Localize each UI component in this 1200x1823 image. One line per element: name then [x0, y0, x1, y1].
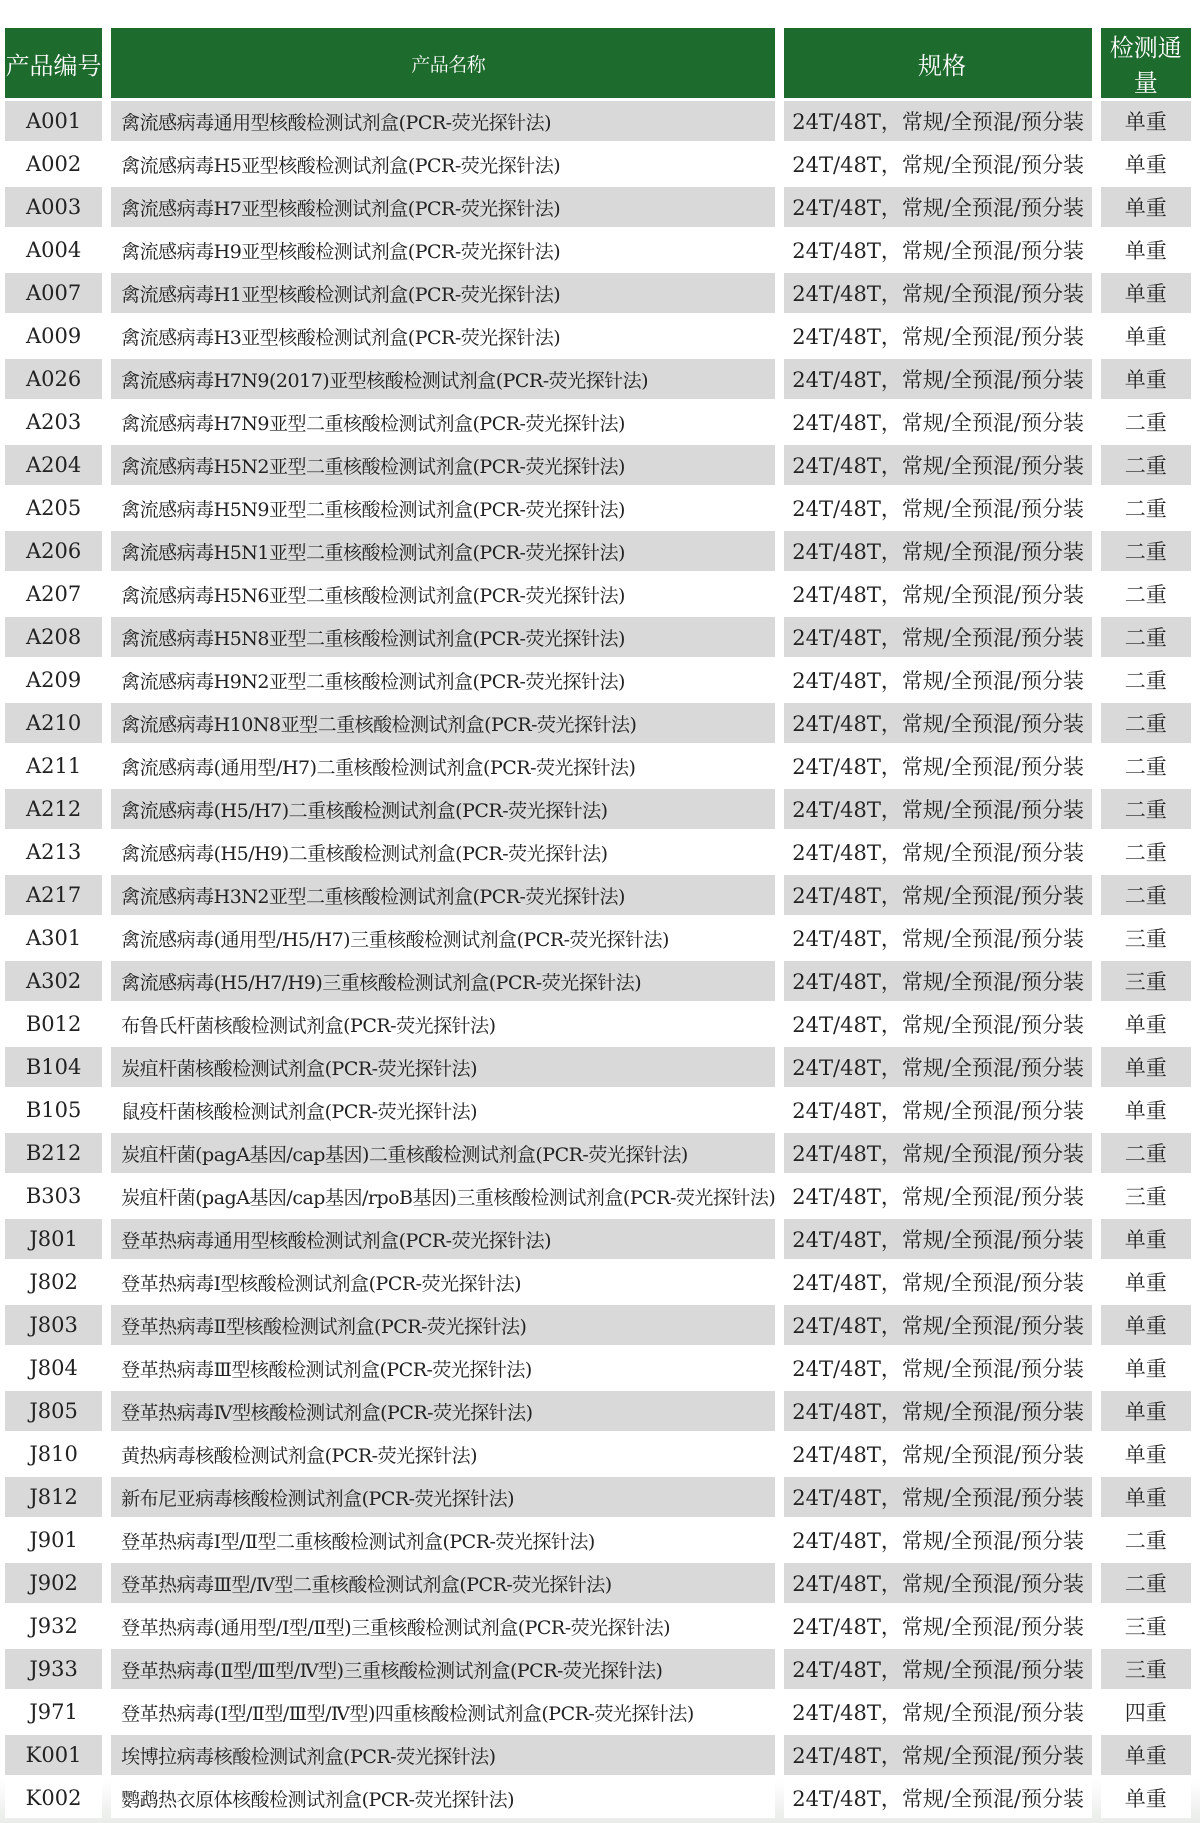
cell-product-code: A001 [5, 101, 102, 141]
cell-product-code: J902 [5, 1563, 102, 1603]
cell-product-name: 埃博拉病毒核酸检测试剂盒(PCR-荧光探针法) [111, 1735, 775, 1775]
table-row [5, 617, 1191, 657]
cell-throughput: 二重 [1101, 531, 1191, 571]
cell-specification: 24T/48T，常规/全预混/预分装 [784, 918, 1091, 958]
cell-product-code: J804 [5, 1348, 102, 1388]
cell-product-code: A213 [5, 832, 102, 872]
cell-product-code: A007 [5, 273, 102, 313]
cell-product-code: A212 [5, 789, 102, 829]
table-body [5, 101, 1191, 1818]
cell-throughput: 二重 [1101, 617, 1191, 657]
product-table [0, 25, 1200, 1821]
table-row [5, 1305, 1191, 1345]
header-product-name: 产品名称 [111, 28, 775, 98]
cell-specification: 24T/48T，常规/全预混/预分装 [784, 531, 1091, 571]
cell-product-name: 禽流感病毒(H5/H9)二重核酸检测试剂盒(PCR-荧光探针法) [111, 832, 775, 872]
cell-specification: 24T/48T，常规/全预混/预分装 [784, 1520, 1091, 1560]
table-row [5, 961, 1191, 1001]
table-row [5, 1047, 1191, 1087]
cell-specification: 24T/48T，常规/全预混/预分装 [784, 402, 1091, 442]
table-row [5, 789, 1191, 829]
cell-specification: 24T/48T，常规/全预混/预分装 [784, 359, 1091, 399]
cell-throughput: 单重 [1101, 1434, 1191, 1474]
cell-product-code: A217 [5, 875, 102, 915]
cell-throughput: 单重 [1101, 144, 1191, 184]
cell-product-name: 登革热病毒Ⅱ型核酸检测试剂盒(PCR-荧光探针法) [111, 1305, 775, 1345]
cell-specification: 24T/48T，常规/全预混/预分装 [784, 1606, 1091, 1646]
cell-product-code: J932 [5, 1606, 102, 1646]
table-row [5, 918, 1191, 958]
cell-specification: 24T/48T，常规/全预混/预分装 [784, 1434, 1091, 1474]
cell-throughput: 二重 [1101, 660, 1191, 700]
cell-throughput: 三重 [1101, 1649, 1191, 1689]
cell-throughput: 单重 [1101, 316, 1191, 356]
cell-throughput: 单重 [1101, 1305, 1191, 1345]
cell-throughput: 二重 [1101, 574, 1191, 614]
cell-product-name: 禽流感病毒H7N9(2017)亚型核酸检测试剂盒(PCR-荧光探针法) [111, 359, 775, 399]
cell-specification: 24T/48T，常规/全预混/预分装 [784, 1477, 1091, 1517]
cell-throughput: 单重 [1101, 101, 1191, 141]
cell-throughput: 单重 [1101, 1047, 1191, 1087]
cell-product-name: 禽流感病毒H5N2亚型二重核酸检测试剂盒(PCR-荧光探针法) [111, 445, 775, 485]
cell-product-code: A211 [5, 746, 102, 786]
cell-throughput: 三重 [1101, 961, 1191, 1001]
cell-product-code: A302 [5, 961, 102, 1001]
cell-product-name: 禽流感病毒H5亚型核酸检测试剂盒(PCR-荧光探针法) [111, 144, 775, 184]
cell-product-name: 禽流感病毒H5N1亚型二重核酸检测试剂盒(PCR-荧光探针法) [111, 531, 775, 571]
cell-product-name: 新布尼亚病毒核酸检测试剂盒(PCR-荧光探针法) [111, 1477, 775, 1517]
cell-throughput: 二重 [1101, 445, 1191, 485]
header-product-code: 产品编号 [5, 28, 102, 98]
table-row [5, 445, 1191, 485]
table-row [5, 1434, 1191, 1474]
cell-specification: 24T/48T，常规/全预混/预分装 [784, 1563, 1091, 1603]
cell-throughput: 单重 [1101, 1004, 1191, 1044]
cell-specification: 24T/48T，常规/全预混/预分装 [784, 1735, 1091, 1775]
table-row [5, 1778, 1191, 1818]
cell-specification: 24T/48T，常规/全预混/预分装 [784, 1348, 1091, 1388]
cell-specification: 24T/48T，常规/全预混/预分装 [784, 574, 1091, 614]
cell-throughput: 二重 [1101, 1520, 1191, 1560]
cell-throughput: 三重 [1101, 918, 1191, 958]
cell-product-code: B105 [5, 1090, 102, 1130]
cell-product-name: 禽流感病毒H7亚型核酸检测试剂盒(PCR-荧光探针法) [111, 187, 775, 227]
cell-product-code: B212 [5, 1133, 102, 1173]
cell-specification: 24T/48T，常规/全预混/预分装 [784, 488, 1091, 528]
cell-product-code: A210 [5, 703, 102, 743]
cell-product-code: J802 [5, 1262, 102, 1302]
table-row [5, 359, 1191, 399]
cell-specification: 24T/48T，常规/全预混/预分装 [784, 703, 1091, 743]
cell-specification: 24T/48T，常规/全预混/预分装 [784, 617, 1091, 657]
cell-product-code: J812 [5, 1477, 102, 1517]
table-row [5, 703, 1191, 743]
cell-product-name: 黄热病毒核酸检测试剂盒(PCR-荧光探针法) [111, 1434, 775, 1474]
cell-product-code: K001 [5, 1735, 102, 1775]
cell-product-code: A003 [5, 187, 102, 227]
cell-specification: 24T/48T，常规/全预混/预分装 [784, 1649, 1091, 1689]
cell-specification: 24T/48T，常规/全预混/预分装 [784, 1047, 1091, 1087]
cell-product-code: A206 [5, 531, 102, 571]
table-row [5, 832, 1191, 872]
cell-product-code: B104 [5, 1047, 102, 1087]
cell-product-code: A209 [5, 660, 102, 700]
cell-specification: 24T/48T，常规/全预混/预分装 [784, 746, 1091, 786]
cell-product-name: 禽流感病毒H7N9亚型二重核酸检测试剂盒(PCR-荧光探针法) [111, 402, 775, 442]
cell-product-code: A203 [5, 402, 102, 442]
table-row [5, 144, 1191, 184]
cell-throughput: 二重 [1101, 746, 1191, 786]
cell-product-name: 登革热病毒Ⅲ型/Ⅳ型二重核酸检测试剂盒(PCR-荧光探针法) [111, 1563, 775, 1603]
table-row [5, 273, 1191, 313]
cell-product-name: 禽流感病毒(通用型/H5/H7)三重核酸检测试剂盒(PCR-荧光探针法) [111, 918, 775, 958]
cell-throughput: 单重 [1101, 1477, 1191, 1517]
cell-specification: 24T/48T，常规/全预混/预分装 [784, 875, 1091, 915]
table-row [5, 402, 1191, 442]
table-row [5, 1477, 1191, 1517]
cell-product-code: J971 [5, 1692, 102, 1732]
cell-throughput: 单重 [1101, 1778, 1191, 1818]
table-row [5, 1176, 1191, 1216]
cell-product-name: 禽流感病毒H10N8亚型二重核酸检测试剂盒(PCR-荧光探针法) [111, 703, 775, 743]
cell-product-code: A207 [5, 574, 102, 614]
cell-specification: 24T/48T，常规/全预混/预分装 [784, 187, 1091, 227]
table-row [5, 1520, 1191, 1560]
cell-product-code: J901 [5, 1520, 102, 1560]
cell-product-code: A009 [5, 316, 102, 356]
cell-specification: 24T/48T，常规/全预混/预分装 [784, 1692, 1091, 1732]
cell-specification: 24T/48T，常规/全预混/预分装 [784, 832, 1091, 872]
cell-product-name: 禽流感病毒(H5/H7)二重核酸检测试剂盒(PCR-荧光探针法) [111, 789, 775, 829]
cell-product-name: 鹦鹉热衣原体核酸检测试剂盒(PCR-荧光探针法) [111, 1778, 775, 1818]
cell-throughput: 四重 [1101, 1692, 1191, 1732]
cell-specification: 24T/48T，常规/全预混/预分装 [784, 1219, 1091, 1259]
cell-throughput: 三重 [1101, 1176, 1191, 1216]
table-row [5, 187, 1191, 227]
cell-throughput: 单重 [1101, 230, 1191, 270]
cell-specification: 24T/48T，常规/全预混/预分装 [784, 1004, 1091, 1044]
cell-specification: 24T/48T，常规/全预混/预分装 [784, 1176, 1091, 1216]
cell-product-code: J933 [5, 1649, 102, 1689]
cell-product-code: J801 [5, 1219, 102, 1259]
cell-specification: 24T/48T，常规/全预混/预分装 [784, 101, 1091, 141]
cell-throughput: 单重 [1101, 1348, 1191, 1388]
cell-product-name: 登革热病毒通用型核酸检测试剂盒(PCR-荧光探针法) [111, 1219, 775, 1259]
table-row [5, 746, 1191, 786]
table-row [5, 1735, 1191, 1775]
cell-product-code: A205 [5, 488, 102, 528]
cell-product-code: B303 [5, 1176, 102, 1216]
cell-product-code: A301 [5, 918, 102, 958]
table-row [5, 1348, 1191, 1388]
cell-specification: 24T/48T，常规/全预混/预分装 [784, 230, 1091, 270]
cell-throughput: 二重 [1101, 1133, 1191, 1173]
cell-product-code: A204 [5, 445, 102, 485]
table-row [5, 875, 1191, 915]
table-row [5, 531, 1191, 571]
table-header-row [5, 28, 1191, 98]
cell-product-code: J810 [5, 1434, 102, 1474]
cell-product-name: 禽流感病毒(H5/H7/H9)三重核酸检测试剂盒(PCR-荧光探针法) [111, 961, 775, 1001]
cell-specification: 24T/48T，常规/全预混/预分装 [784, 789, 1091, 829]
cell-specification: 24T/48T，常规/全预混/预分装 [784, 1262, 1091, 1302]
header-throughput: 检测通量 [1101, 28, 1191, 98]
cell-product-name: 布鲁氏杆菌核酸检测试剂盒(PCR-荧光探针法) [111, 1004, 775, 1044]
cell-product-name: 炭疽杆菌(pagA基因/cap基因)二重核酸检测试剂盒(PCR-荧光探针法) [111, 1133, 775, 1173]
cell-product-code: A004 [5, 230, 102, 270]
header-specification: 规格 [784, 28, 1091, 98]
table-row [5, 574, 1191, 614]
cell-product-code: J805 [5, 1391, 102, 1431]
cell-product-name: 禽流感病毒H3亚型核酸检测试剂盒(PCR-荧光探针法) [111, 316, 775, 356]
table-row [5, 1391, 1191, 1431]
cell-specification: 24T/48T，常规/全预混/预分装 [784, 1133, 1091, 1173]
cell-specification: 24T/48T，常规/全预混/预分装 [784, 445, 1091, 485]
cell-specification: 24T/48T，常规/全预混/预分装 [784, 1778, 1091, 1818]
cell-product-code: A208 [5, 617, 102, 657]
table-row [5, 1606, 1191, 1646]
cell-product-name: 禽流感病毒通用型核酸检测试剂盒(PCR-荧光探针法) [111, 101, 775, 141]
cell-throughput: 二重 [1101, 1563, 1191, 1603]
table-row [5, 230, 1191, 270]
cell-throughput: 二重 [1101, 703, 1191, 743]
table-row [5, 1563, 1191, 1603]
table-row [5, 660, 1191, 700]
cell-throughput: 单重 [1101, 1391, 1191, 1431]
cell-throughput: 二重 [1101, 832, 1191, 872]
cell-specification: 24T/48T，常规/全预混/预分装 [784, 1391, 1091, 1431]
cell-product-name: 登革热病毒(Ⅱ型/Ⅲ型/Ⅳ型)三重核酸检测试剂盒(PCR-荧光探针法) [111, 1649, 775, 1689]
cell-product-name: 禽流感病毒H3N2亚型二重核酸检测试剂盒(PCR-荧光探针法) [111, 875, 775, 915]
cell-product-name: 登革热病毒Ⅲ型核酸检测试剂盒(PCR-荧光探针法) [111, 1348, 775, 1388]
cell-product-name: 登革热病毒(通用型/I型/Ⅱ型)三重核酸检测试剂盒(PCR-荧光探针法) [111, 1606, 775, 1646]
table-row [5, 1692, 1191, 1732]
cell-product-name: 炭疽杆菌(pagA基因/cap基因/rpoB基因)三重核酸检测试剂盒(PCR-荧光探针法) [111, 1176, 775, 1216]
cell-product-code: A026 [5, 359, 102, 399]
cell-product-name: 登革热病毒I型/Ⅱ型二重核酸检测试剂盒(PCR-荧光探针法) [111, 1520, 775, 1560]
cell-throughput: 单重 [1101, 1090, 1191, 1130]
table-row [5, 1262, 1191, 1302]
table-row [5, 1004, 1191, 1044]
cell-throughput: 二重 [1101, 789, 1191, 829]
cell-product-name: 禽流感病毒H9亚型核酸检测试剂盒(PCR-荧光探针法) [111, 230, 775, 270]
cell-throughput: 单重 [1101, 273, 1191, 313]
cell-throughput: 单重 [1101, 1219, 1191, 1259]
cell-product-name: 禽流感病毒H9N2亚型二重核酸检测试剂盒(PCR-荧光探针法) [111, 660, 775, 700]
cell-specification: 24T/48T，常规/全预混/预分装 [784, 1090, 1091, 1130]
table-row [5, 1090, 1191, 1130]
cell-specification: 24T/48T，常规/全预混/预分装 [784, 1305, 1091, 1345]
cell-throughput: 单重 [1101, 187, 1191, 227]
cell-product-code: B012 [5, 1004, 102, 1044]
cell-product-name: 禽流感病毒(通用型/H7)二重核酸检测试剂盒(PCR-荧光探针法) [111, 746, 775, 786]
cell-specification: 24T/48T，常规/全预混/预分装 [784, 660, 1091, 700]
cell-specification: 24T/48T，常规/全预混/预分装 [784, 961, 1091, 1001]
cell-specification: 24T/48T，常规/全预混/预分装 [784, 144, 1091, 184]
cell-product-name: 禽流感病毒H5N6亚型二重核酸检测试剂盒(PCR-荧光探针法) [111, 574, 775, 614]
cell-product-name: 禽流感病毒H1亚型核酸检测试剂盒(PCR-荧光探针法) [111, 273, 775, 313]
cell-product-code: A002 [5, 144, 102, 184]
cell-product-name: 登革热病毒Ⅳ型核酸检测试剂盒(PCR-荧光探针法) [111, 1391, 775, 1431]
cell-product-code: K002 [5, 1778, 102, 1818]
table-row [5, 1133, 1191, 1173]
table-row [5, 101, 1191, 141]
cell-throughput: 二重 [1101, 402, 1191, 442]
cell-specification: 24T/48T，常规/全预混/预分装 [784, 273, 1091, 313]
cell-product-name: 炭疽杆菌核酸检测试剂盒(PCR-荧光探针法) [111, 1047, 775, 1087]
cell-product-name: 登革热病毒I型核酸检测试剂盒(PCR-荧光探针法) [111, 1262, 775, 1302]
cell-product-name: 登革热病毒(I型/Ⅱ型/Ⅲ型/Ⅳ型)四重核酸检测试剂盒(PCR-荧光探针法) [111, 1692, 775, 1732]
table-row [5, 1219, 1191, 1259]
table-row [5, 488, 1191, 528]
cell-throughput: 二重 [1101, 875, 1191, 915]
cell-throughput: 单重 [1101, 359, 1191, 399]
cell-product-code: J803 [5, 1305, 102, 1345]
table-row [5, 1649, 1191, 1689]
cell-product-name: 鼠疫杆菌核酸检测试剂盒(PCR-荧光探针法) [111, 1090, 775, 1130]
cell-throughput: 三重 [1101, 1606, 1191, 1646]
cell-throughput: 单重 [1101, 1735, 1191, 1775]
cell-product-name: 禽流感病毒H5N8亚型二重核酸检测试剂盒(PCR-荧光探针法) [111, 617, 775, 657]
cell-product-name: 禽流感病毒H5N9亚型二重核酸检测试剂盒(PCR-荧光探针法) [111, 488, 775, 528]
cell-throughput: 二重 [1101, 488, 1191, 528]
cell-throughput: 单重 [1101, 1262, 1191, 1302]
table-row [5, 316, 1191, 356]
cell-specification: 24T/48T，常规/全预混/预分装 [784, 316, 1091, 356]
